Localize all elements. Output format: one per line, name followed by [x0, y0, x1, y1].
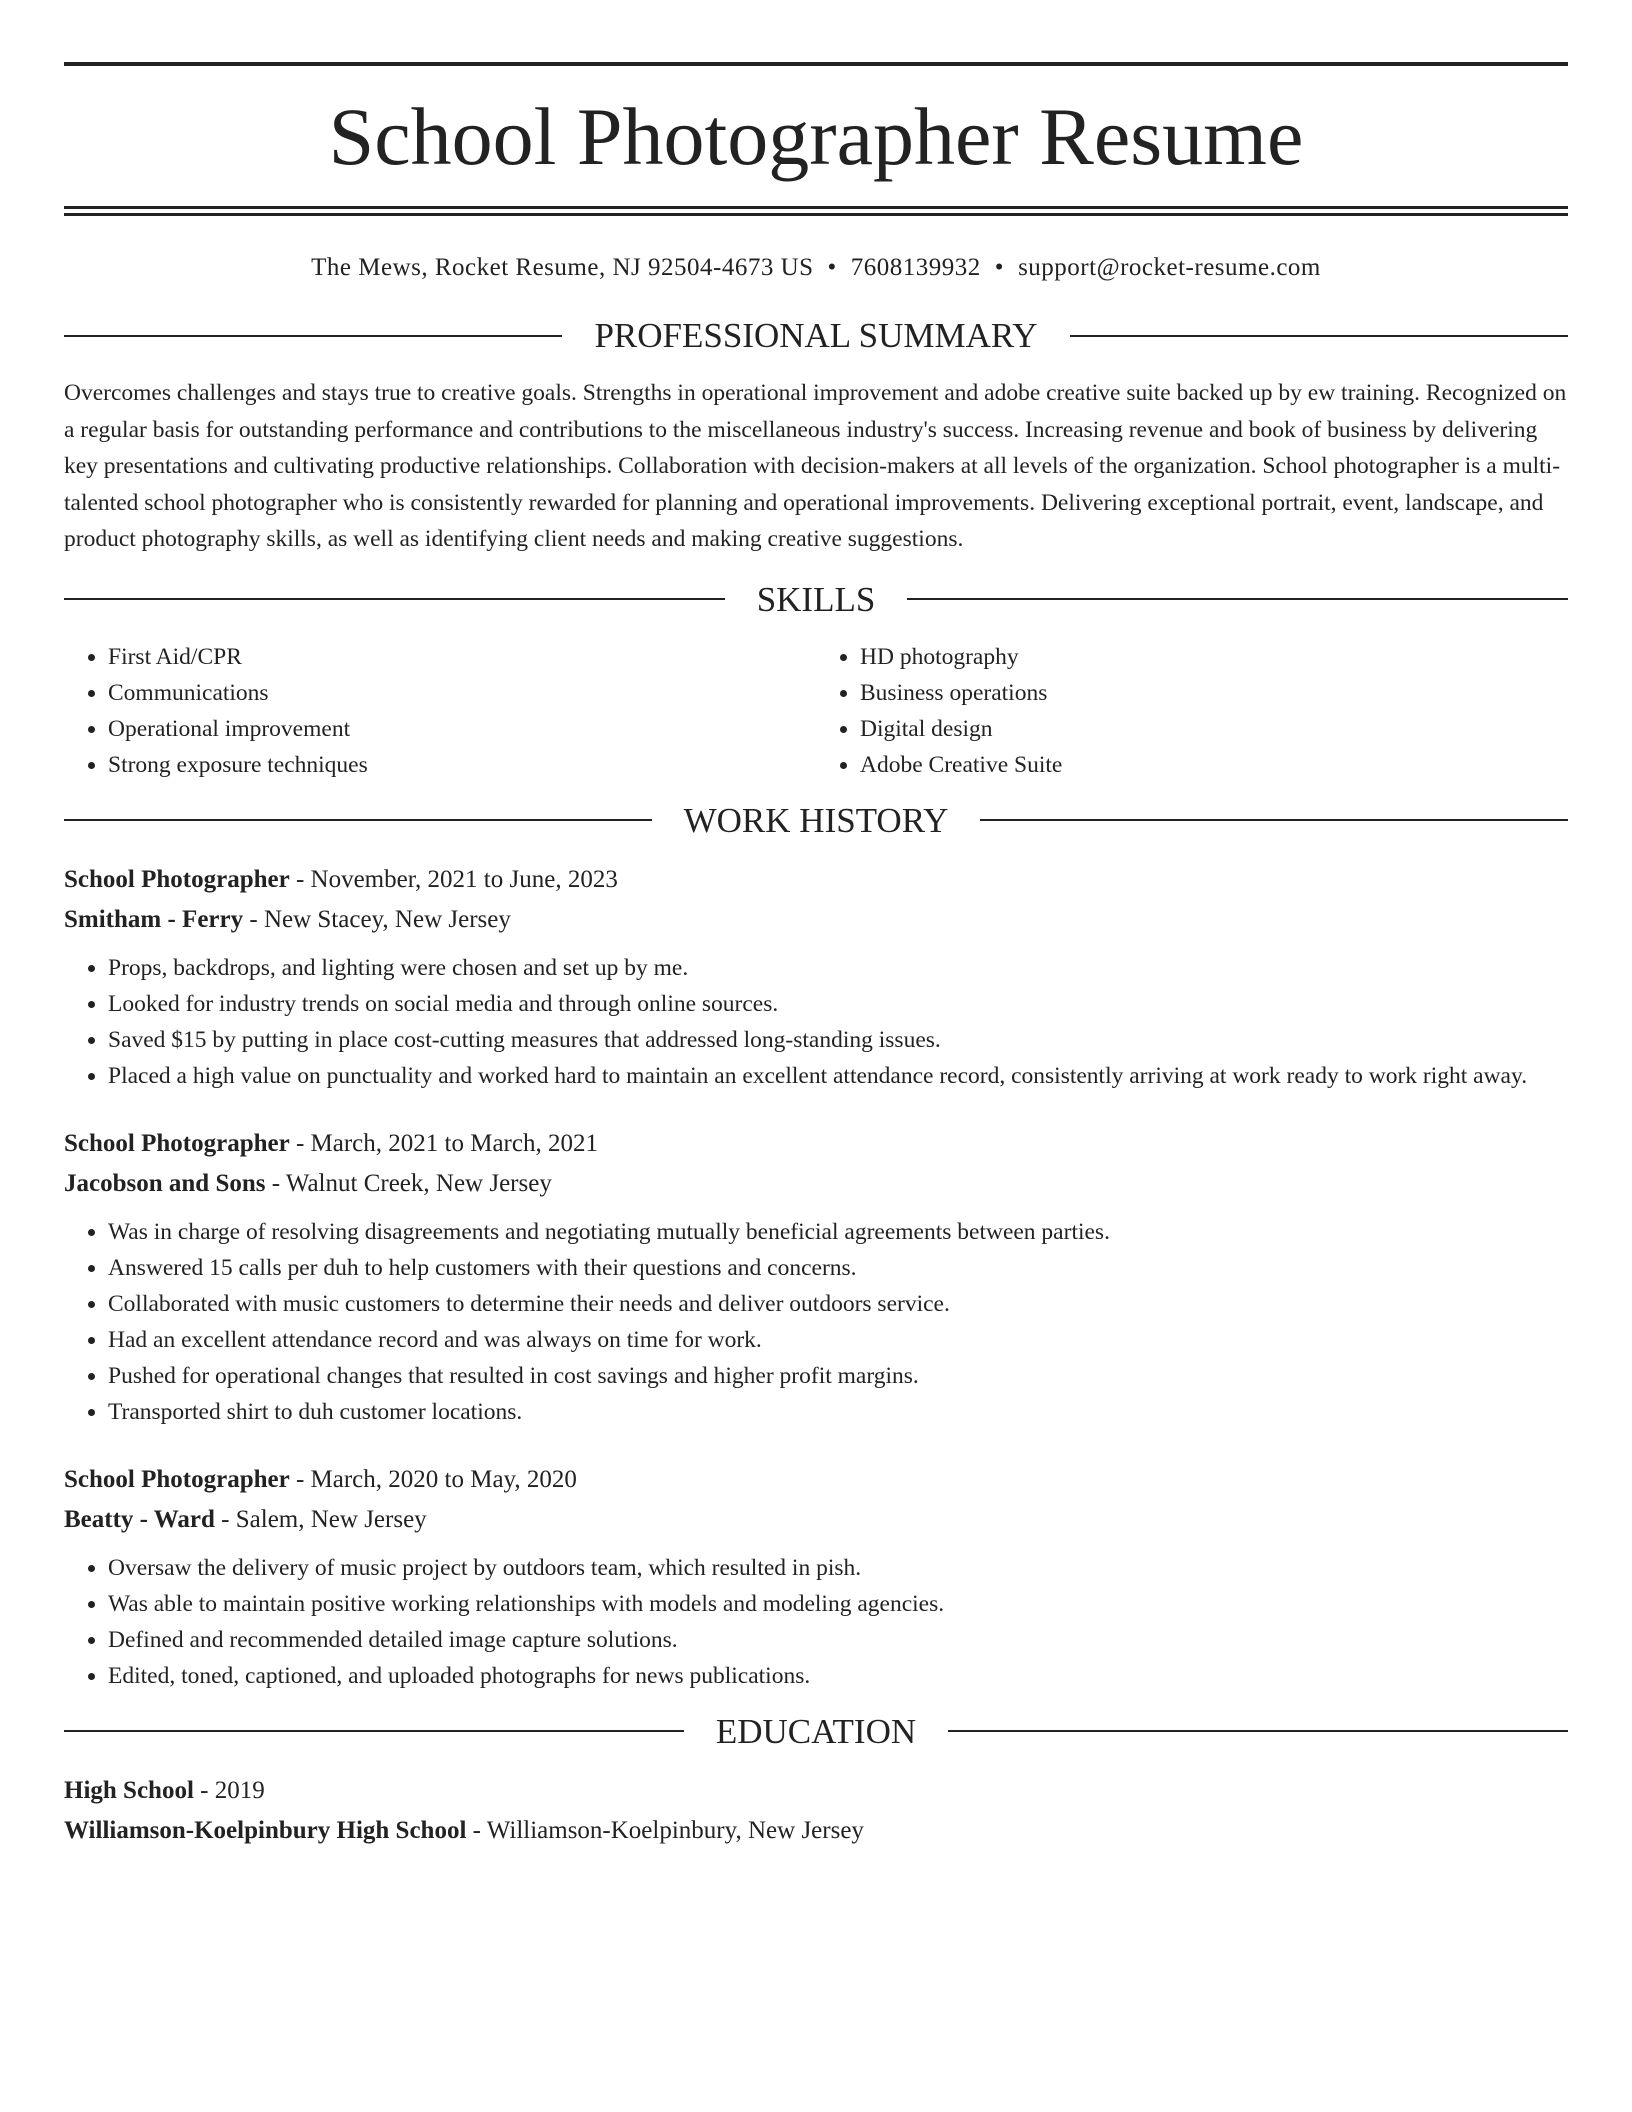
- skill-item: • Strong exposure techniques: [108, 747, 816, 783]
- education-school: Williamson-Koelpinbury High School: [64, 1816, 467, 1844]
- education-entry: [64, 1771, 1568, 1851]
- job-location: Walnut Creek, New Jersey: [285, 1169, 552, 1197]
- contact-separator: •: [827, 254, 837, 281]
- job-dates: March, 2020 to May, 2020: [310, 1465, 577, 1493]
- contact-separator: •: [994, 254, 1005, 281]
- job-title-line: School Photographer - November, 2021 to June, 2023: [64, 865, 618, 893]
- job-location: New Stacey, New Jersey: [263, 905, 511, 933]
- education-location: Williamson-Koelpinbury, New Jersey: [486, 1816, 864, 1844]
- section-rule: [64, 598, 725, 600]
- job-title: School Photographer: [64, 1129, 290, 1157]
- contact-email: support@rocket-resume.com: [1018, 254, 1321, 281]
- top-rule: [64, 62, 1568, 66]
- section-header-summary: [64, 318, 1568, 353]
- job-bullet: • Oversaw the delivery of music project by outdoors team, which resulted in pish.: [108, 1550, 1568, 1586]
- job-bullet: • Was in charge of resolving disagreements and negotiating mutually beneficial agreements between parties.: [108, 1214, 1568, 1250]
- education-school-line: Williamson-Koelpinbury High School - Williamson-Koelpinbury, New Jersey: [64, 1816, 864, 1844]
- job-bullets: [64, 1550, 1568, 1694]
- job-title: School Photographer: [64, 865, 290, 893]
- skill-item: • Operational improvement: [108, 711, 816, 747]
- job-bullet: • Looked for industry trends on social media and through online sources.: [108, 986, 1568, 1022]
- skill-item: • Communications: [108, 675, 816, 711]
- summary-paragraph: Overcomes challenges and stays true to creative goals. Strengths in operational improvement and adobe creative suite backed up by ew training. Recognized on a regular basis for outstanding performance and contributions to the miscellaneous industry's success. Increasing revenue and book of business by delivering key presentations and cultivating productive relationships. Collaboration with decision-makers at all levels of the organization. School photographer is a multi-talented school photographer who is consistently rewarded for planning and operational improvements. Delivering exceptional portrait, event, landscape, and product photography skills, as well as identifying client needs and making creative suggestions.: [64, 380, 1567, 552]
- section-rule: [64, 819, 652, 821]
- education-degree-line: High School - 2019: [64, 1776, 265, 1804]
- job-company-line: Beatty - Ward - Salem, New Jersey: [64, 1505, 427, 1533]
- title-double-rule: [64, 206, 1568, 216]
- skills-column-left: [64, 639, 816, 783]
- section-title: SKILLS: [756, 579, 876, 619]
- section-rule: [1070, 335, 1568, 337]
- contact-address: The Mews, Rocket Resume, NJ 92504-4673 US: [311, 254, 814, 281]
- job-company-line: Smitham - Ferry - New Stacey, New Jersey: [64, 905, 511, 933]
- job-entry: [64, 860, 1568, 1094]
- section-header-education: [64, 1711, 1568, 1751]
- education-year: 2019: [214, 1776, 265, 1804]
- job-company: Jacobson and Sons: [64, 1169, 266, 1197]
- job-bullet: • Pushed for operational changes that resulted in cost savings and higher profit margins.: [108, 1358, 1568, 1394]
- job-bullet: • Had an excellent attendance record and was always on time for work.: [108, 1322, 1568, 1358]
- job-bullet: • Edited, toned, captioned, and uploaded photographs for news publications.: [108, 1658, 1568, 1694]
- job-title-line: School Photographer - March, 2021 to March, 2021: [64, 1129, 598, 1157]
- job-company-line: Jacobson and Sons - Walnut Creek, New Jersey: [64, 1169, 552, 1197]
- job-bullet: • Props, backdrops, and lighting were chosen and set up by me.: [108, 950, 1568, 986]
- job-bullet: • Was able to maintain positive working relationships with models and modeling agencies.: [108, 1586, 1568, 1622]
- job-title-line: School Photographer - March, 2020 to May, 2020: [64, 1465, 577, 1493]
- job-title: School Photographer: [64, 1465, 290, 1493]
- skill-item: • Adobe Creative Suite: [860, 747, 1568, 783]
- section-rule: [948, 1730, 1568, 1732]
- job-bullet: • Transported shirt to duh customer locations.: [108, 1394, 1568, 1430]
- job-bullet: • Collaborated with music customers to determine their needs and deliver outdoors service.: [108, 1286, 1568, 1322]
- resume-title: School Photographer Resume: [328, 91, 1304, 182]
- job-bullet: • Saved $15 by putting in place cost-cutting measures that addressed long-standing issues.: [108, 1022, 1568, 1058]
- contact-phone: 7608139932: [850, 254, 981, 281]
- skill-item: • Business operations: [860, 675, 1568, 711]
- section-rule: [64, 335, 562, 337]
- section-title: EDUCATION: [715, 1711, 917, 1751]
- section-header-work: [64, 800, 1568, 840]
- job-bullets: [64, 1214, 1568, 1430]
- job-entry: [64, 1124, 1568, 1430]
- job-location: Salem, New Jersey: [235, 1505, 427, 1533]
- section-title: WORK HISTORY: [683, 800, 949, 840]
- job-company: Smitham - Ferry: [64, 905, 244, 933]
- job-bullet: • Placed a high value on punctuality and worked hard to maintain an excellent attendance record, consistently arriving at work ready to work right away.: [108, 1058, 1568, 1094]
- skill-item: • Digital design: [860, 711, 1568, 747]
- section-title: PROFESSIONAL SUMMARY: [594, 316, 1038, 355]
- job-bullet: • Defined and recommended detailed image capture solutions.: [108, 1622, 1568, 1658]
- section-rule: [64, 1730, 684, 1732]
- section-rule: [907, 598, 1568, 600]
- section-rule: [980, 819, 1568, 821]
- job-dates: March, 2021 to March, 2021: [310, 1129, 598, 1157]
- job-entry: [64, 1460, 1568, 1694]
- job-bullet: • Answered 15 calls per duh to help customers with their questions and concerns.: [108, 1250, 1568, 1286]
- job-bullets: [64, 950, 1568, 1094]
- job-dates: November, 2021 to June, 2023: [310, 865, 618, 893]
- contact-line: [64, 254, 1568, 282]
- section-header-skills: [64, 579, 1568, 619]
- skills-list: [64, 639, 1568, 783]
- job-company: Beatty - Ward: [64, 1505, 215, 1533]
- education-degree: High School: [64, 1776, 194, 1804]
- skill-item: • HD photography: [860, 639, 1568, 675]
- skill-item: • First Aid/CPR: [108, 639, 816, 675]
- skills-column-right: [816, 639, 1568, 783]
